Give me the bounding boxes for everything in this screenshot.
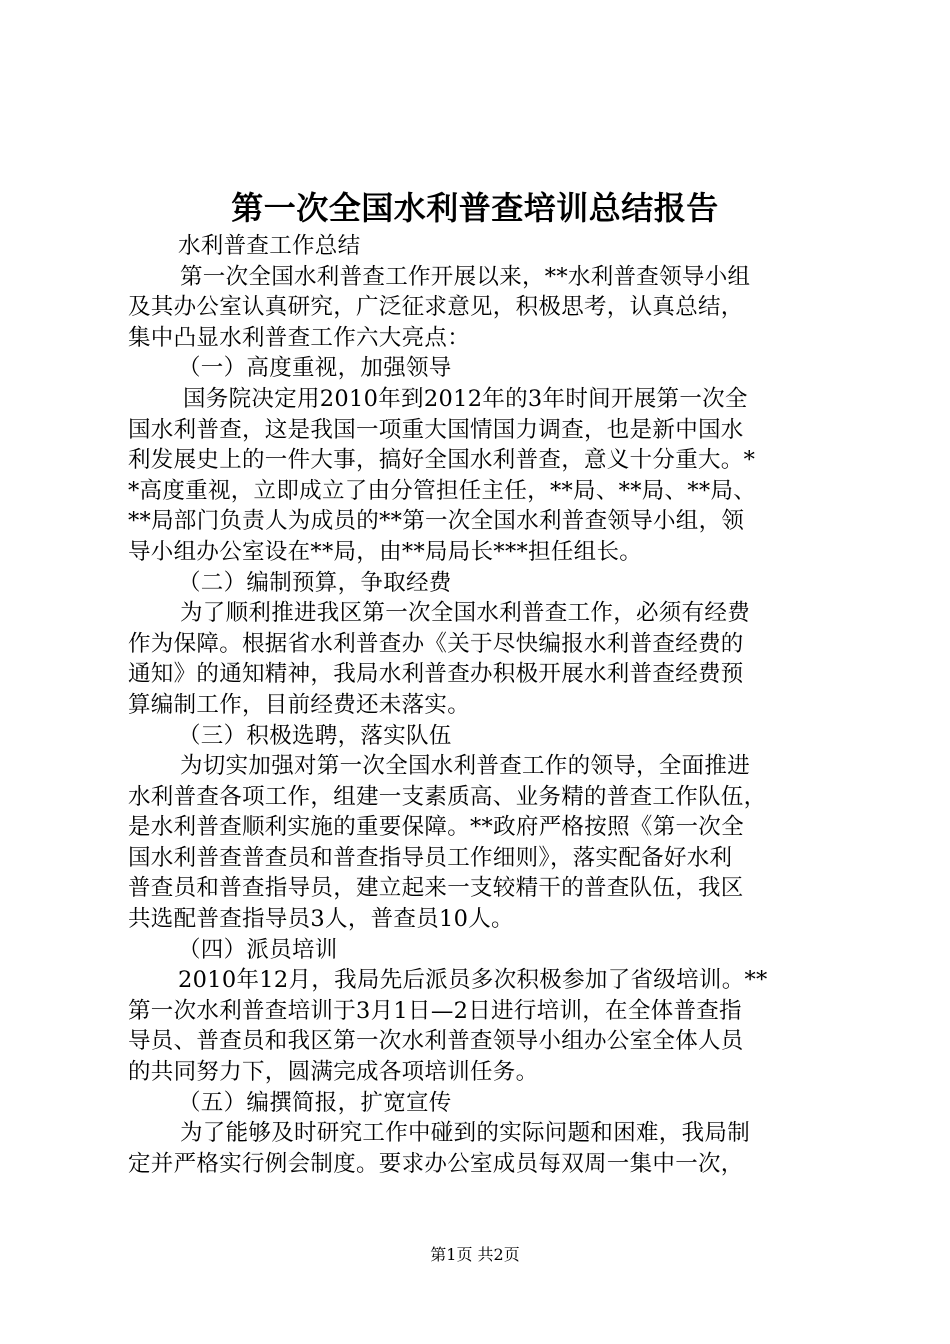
text-line: 通知》的通知精神，我局水利普查办积极开展水利普查经费预: [128, 661, 744, 688]
text-line: 及其办公室认真研究，广泛征求意见，积极思考，认真总结，: [128, 294, 744, 321]
text-line: 共选配普查指导员3人，普查员10人。: [128, 906, 514, 933]
document-title: 第一次全国水利普查培训总结报告: [231, 189, 719, 227]
text-line: 普查员和普查指导员，建立起来一支较精干的普查队伍，我区: [128, 875, 744, 902]
text-line: 定并严格实行例会制度。要求办公室成员每双周一集中一次，: [128, 1150, 744, 1177]
text-line: 是水利普查顺利实施的重要保障。**政府严格按照《第一次全: [128, 814, 744, 841]
text-line: 为切实加强对第一次全国水利普查工作的领导，全面推进: [180, 753, 751, 780]
text-line: 水利普查工作总结: [178, 233, 361, 259]
text-line: （三）积极选聘，落实队伍: [178, 722, 452, 749]
text-line: 国务院决定用2010年到2012年的3年时间开展第一次全: [183, 385, 748, 412]
text-line: 国水利普查普查员和普查指导员工作细则》，落实配备好水利: [128, 844, 733, 871]
text-line: 导小组办公室设在**局，由**局局长***担任组长。: [128, 538, 643, 565]
text-line: **局部门负责人为成员的**第一次全国水利普查领导小组，领: [128, 508, 745, 535]
text-line: 2010年12月，我局先后派员多次积极参加了省级培训。**: [178, 967, 768, 994]
text-line: 作为保障。根据省水利普查办《关于尽快编报水利普查经费的: [128, 630, 744, 657]
text-line: 第一次全国水利普查工作开展以来，**水利普查领导小组: [180, 263, 751, 290]
document-body: [128, 231, 836, 1179]
text-line: 的共同努力下，圆满完成各项培训任务。: [128, 1059, 539, 1086]
text-line: *高度重视，立即成立了由分管担任主任，**局、**局、**局、: [128, 477, 757, 504]
text-line: 第一次水利普查培训于3月1日—2日进行培训，在全体普查指: [128, 997, 742, 1024]
text-line: 集中凸显水利普查工作六大亮点：: [128, 324, 471, 351]
text-line: 算编制工作，目前经费还未落实。: [128, 691, 471, 718]
text-line: （五）编撰简报，扩宽宣传: [178, 1089, 452, 1116]
text-line: （一）高度重视，加强领导: [178, 355, 452, 382]
text-line: 水利普查各项工作，组建一支素质高、业务精的普查工作队伍，: [128, 783, 767, 810]
text-line: （二）编制预算，争取经费: [178, 569, 452, 596]
text-line: 利发展史上的一件大事，搞好全国水利普查，意义十分重大。*: [128, 447, 756, 474]
text-line: 为了顺利推进我区第一次全国水利普查工作，必须有经费: [180, 600, 751, 627]
text-line: 为了能够及时研究工作中碰到的实际问题和困难，我局制: [180, 1120, 751, 1147]
text-line: 导员、普查员和我区第一次水利普查领导小组办公室全体人员: [128, 1028, 744, 1055]
text-line: （四）派员培训: [178, 936, 338, 963]
text-line: 国水利普查，这是我国一项重大国情国力调查，也是新中国水: [128, 416, 744, 443]
page-indicator: 第1页 共2页: [430, 1245, 520, 1264]
